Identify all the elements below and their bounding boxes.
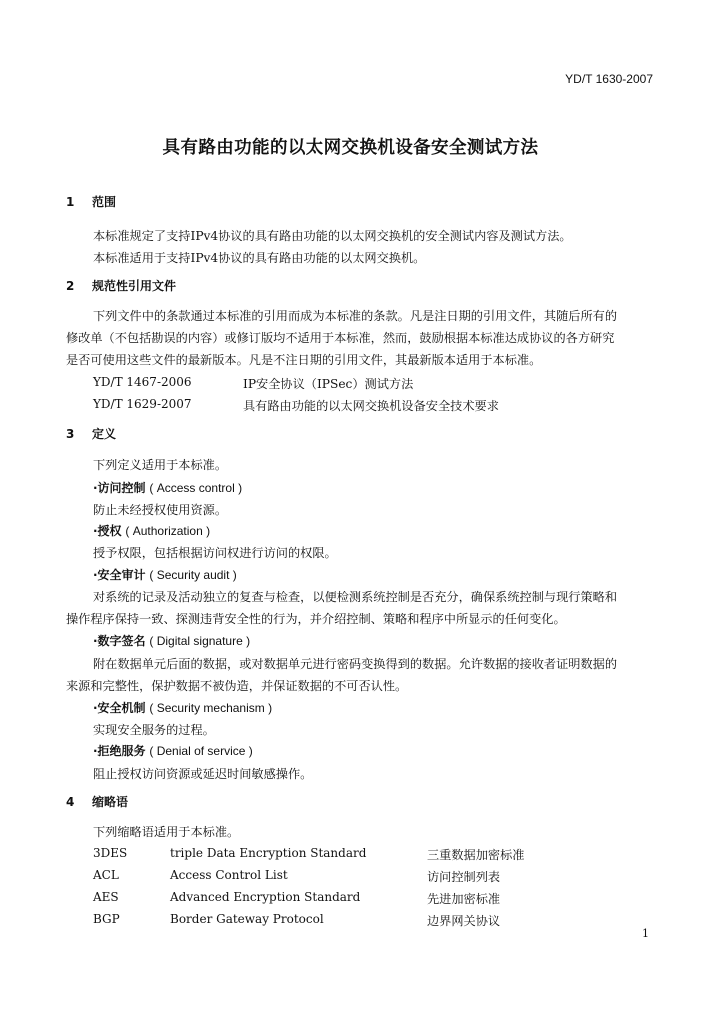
reference-code: YD/T 1467-2006 [93,375,192,389]
abbr-english: Access Control List [170,868,288,882]
section-4-heading [66,793,128,810]
section-2-heading [66,277,176,294]
abbr-chinese: 边界网关协议 [427,914,501,928]
section-3-heading [66,425,116,442]
section-number: 1 [66,195,75,209]
abbr-code: ACL [93,868,119,882]
section-number: 2 [66,279,75,293]
paragraph-line: 是否可使用这些文件的最新版本。凡是不注日期的引用文件，其最新版本适用于本标准。 [66,353,542,367]
paragraph-line: 下列文件中的条款通过本标准的引用而成为本标准的条款。凡是注日期的引用文件，其随后所有的 [93,309,618,323]
definition-term [93,479,242,496]
term-zh: ·授权 [93,524,122,538]
abbr-english: Border Gateway Protocol [170,912,324,926]
abbr-english: triple Data Encryption Standard [170,846,367,860]
term-zh: ·访问控制 [93,481,146,495]
paragraph-line: 修改单（不包括勘误的内容）或修订版均不适用于本标准，然而，鼓励根据本标准达成协议的各方研究 [66,331,615,345]
definition-text: 对系统的记录及活动独立的复查与检查，以便检测系统控制是否充分，确保系统控制与现行策略和 [93,590,618,604]
term-zh: ·数字签名 [93,634,146,648]
reference-title: IP安全协议（IPSec）测试方法 [243,377,414,391]
reference-code: YD/T 1629-2007 [93,397,192,411]
definition-term [93,566,237,583]
definition-term [93,632,250,649]
term-en: ( Security audit ) [149,568,237,582]
definition-text: 授予权限，包括根据访问权进行访问的权限。 [93,546,337,560]
definition-term [93,742,253,759]
abbr-english: Advanced Encryption Standard [170,890,361,904]
section-number: 3 [66,427,75,441]
section-title: 缩略语 [92,795,129,809]
abbr-code: 3DES [93,846,128,860]
reference-title: 具有路由功能的以太网交换机设备安全技术要求 [243,399,499,413]
paragraph: 下列定义适用于本标准。 [93,458,228,472]
term-en: ( Denial of service ) [149,744,253,758]
term-zh: ·拒绝服务 [93,744,146,758]
definition-text: 附在数据单元后面的数据，或对数据单元进行密码变换得到的数据。允许数据的接收者证明数据的 [93,657,618,671]
definition-text: 阻止授权访问资源或延迟时间敏感操作。 [93,767,313,781]
section-title: 定义 [92,427,117,441]
abbr-chinese: 三重数据加密标准 [427,848,525,862]
term-en: ( Security mechanism ) [149,701,273,715]
definition-term [93,522,210,539]
definition-text: 实现安全服务的过程。 [93,723,215,737]
definition-text: 来源和完整性，保护数据不被伪造，并保证数据的不可否认性。 [66,679,408,693]
paragraph: 下列缩略语适用于本标准。 [93,825,240,839]
definition-text: 防止未经授权使用资源。 [93,503,228,517]
paragraph: 本标准适用于支持IPv4协议的具有路由功能的以太网交换机。 [93,251,426,265]
term-zh: ·安全审计 [93,568,146,582]
page-number: 1 [642,927,649,940]
abbr-chinese: 先进加密标准 [427,892,501,906]
abbr-code: AES [93,890,119,904]
section-title: 规范性引用文件 [92,279,177,293]
document-title: 具有路由功能的以太网交换机设备安全测试方法 [162,138,539,158]
term-en: ( Digital signature ) [149,634,251,648]
section-number: 4 [66,795,75,809]
term-en: ( Authorization ) [125,524,211,538]
standard-code: YD/T 1630-2007 [565,72,653,86]
section-1-heading [66,193,116,210]
definition-term [93,699,272,716]
abbr-chinese: 访问控制列表 [427,870,501,884]
section-title: 范围 [92,195,117,209]
term-zh: ·安全机制 [93,701,146,715]
paragraph: 本标准规定了支持IPv4协议的具有路由功能的以太网交换机的安全测试内容及测试方法。 [93,229,572,243]
abbr-code: BGP [93,912,120,926]
definition-text: 操作程序保持一致、探测违背安全性的行为，并介绍控制、策略和程序中所显示的任何变化。 [66,612,566,626]
term-en: ( Access control ) [149,481,243,495]
